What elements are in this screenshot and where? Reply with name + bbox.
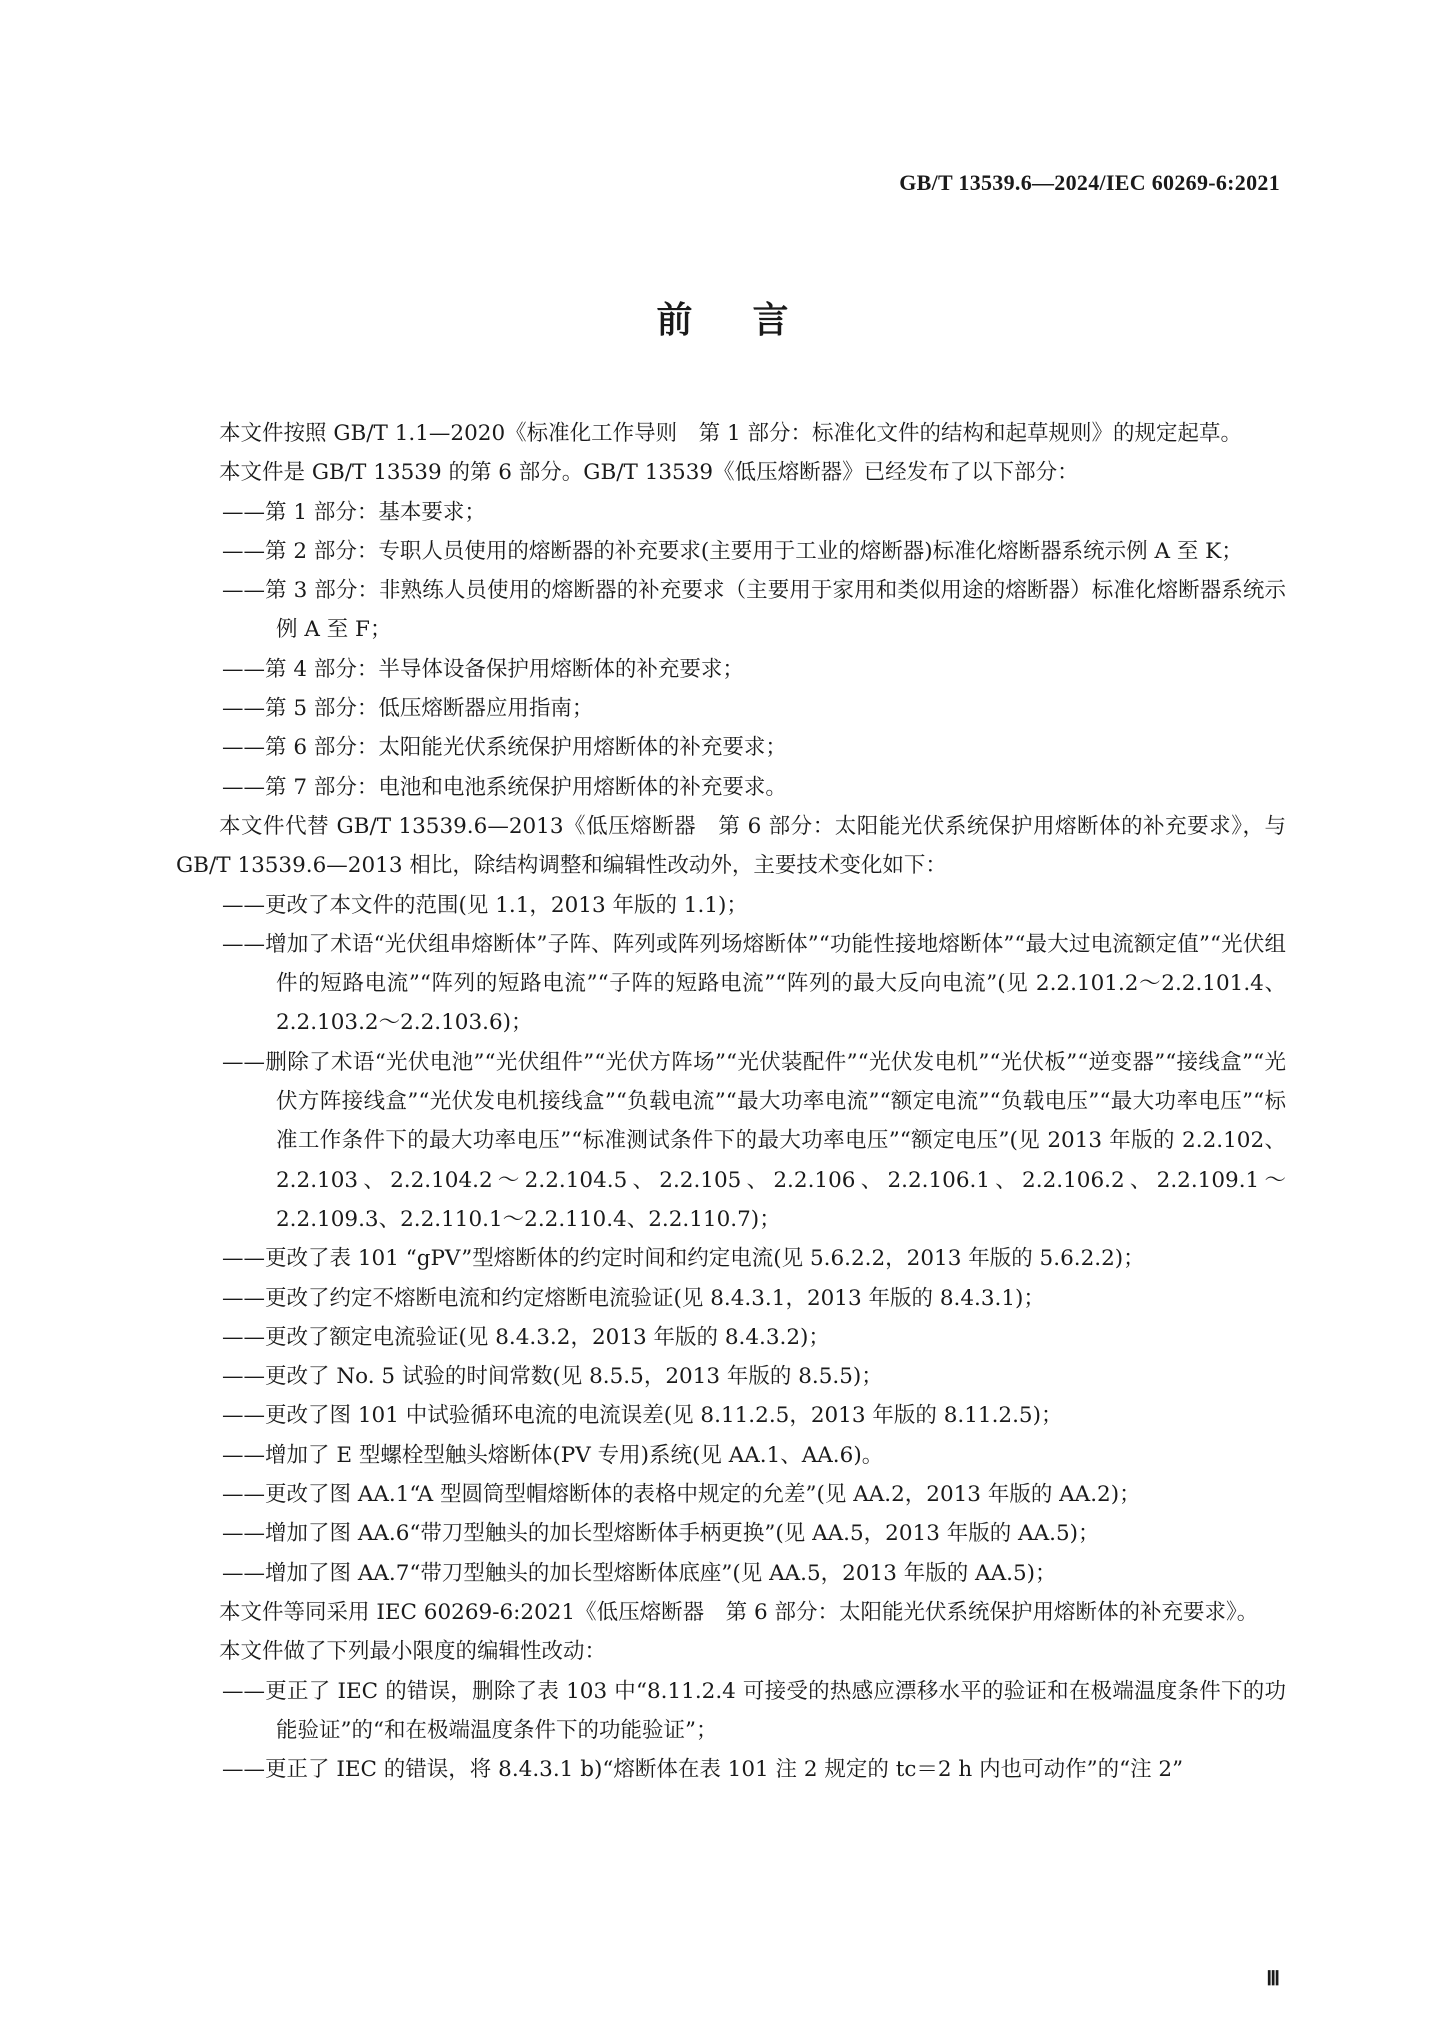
list-item: ——增加了图 AA.6“带刀型触头的加长型熔断体手柄更换”(见 AA.5，2013 年版的 AA.5)；	[222, 1521, 1100, 1547]
list-item: ——删除了术语“光伏电池”“光伏组件”“光伏方阵场”“光伏装配件”“光伏发电机”“光伏板”“逆变器”“接线盒”“光伏方阵接线盒”“光伏发电机接线盒”“负载电流”“最大功率电流”“额定电流”“负载电压”“最大功率电压”“标准工作条件下的最大功率电压”“标准测试条件下的最大功率电压”“额定电压”(见 2013 年版的 2.2.102、2.2.103、2.2.104.2～2.2.104.5、2.2.105、2.2.106、2.2.106.1、2.2.106.2、2.2.109.1～2.2.109.3、2.2.110.1～2.2.110.4、2.2.110.7)；	[222, 1049, 1286, 1232]
list-item: ——更改了约定不熔断电流和约定熔断电流验证(见 8.4.3.1，2013 年版的 8.4.3.1)；	[222, 1285, 1045, 1311]
paragraph: 本文件按照 GB/T 1.1—2020《标准化工作导则 第 1 部分：标准化文件的结构和起草规则》的规定起草。	[219, 421, 1242, 446]
list-item: ——第 2 部分：专职人员使用的熔断器的补充要求(主要用于工业的熔断器)标准化熔断器系统示例 A 至 K；	[222, 538, 1243, 564]
foreword-body	[176, 414, 1286, 1789]
paragraph: 本文件代替 GB/T 13539.6—2013《低压熔断器 第 6 部分：太阳能光伏系统保护用熔断体的补充要求》，与 GB/T 13539.6—2013 相比，除结构调整和编辑性改动外，主要技术变化如下：	[176, 813, 1286, 879]
list-item: ——第 7 部分：电池和电池系统保护用熔断体的补充要求。	[222, 774, 787, 800]
page-number: Ⅲ	[1266, 1968, 1280, 1990]
paragraph: 本文件等同采用 IEC 60269-6:2021《低压熔断器 第 6 部分：太阳能光伏系统保护用熔断体的补充要求》。	[219, 1599, 1259, 1625]
list-item: ——更改了图 AA.1“A 型圆筒型帽熔断体的表格中规定的允差”(见 AA.2，2013 年版的 AA.2)；	[222, 1482, 1141, 1508]
list-item: ——第 6 部分：太阳能光伏系统保护用熔断体的补充要求；	[222, 735, 787, 761]
list-item: ——增加了 E 型螺栓型触头熔断体(PV 专用)系统(见 AA.1、AA.6)。	[222, 1442, 884, 1468]
list-item: ——第 3 部分：非熟练人员使用的熔断器的补充要求（主要用于家用和类似用途的熔断器）标准化熔断器系统示例 A 至 F；	[222, 578, 1286, 643]
list-item: ——更改了本文件的范围(见 1.1，2013 年版的 1.1)；	[222, 892, 748, 918]
list-item: ——增加了图 AA.7“带刀型触头的加长型熔断体底座”(见 AA.5，2013 年版的 AA.5)；	[222, 1560, 1057, 1586]
paragraph: 本文件做了下列最小限度的编辑性改动：	[219, 1639, 607, 1665]
list-item: ——更改了图 101 中试验循环电流的电流误差(见 8.11.2.5，2013 年版的 8.11.2.5)；	[222, 1403, 1063, 1429]
list-item: ——更正了 IEC 的错误，删除了表 103 中“8.11.2.4 可接受的热感应漂移水平的验证和在极端温度条件下的功能验证”的“和在极端温度条件下的功能验证”；	[222, 1678, 1286, 1743]
list-item: ——第 4 部分：半导体设备保护用熔断体的补充要求；	[222, 656, 744, 682]
list-item: ——更改了 No. 5 试验的时间常数(见 8.5.5，2013 年版的 8.5.5)；	[222, 1364, 883, 1390]
page-title: 前言	[656, 299, 849, 341]
list-item: ——更改了额定电流验证(见 8.4.3.2，2013 年版的 8.4.3.2)；	[222, 1324, 830, 1350]
list-item: ——增加了术语“光伏组串熔断体”子阵、阵列或阵列场熔断体”“功能性接地熔断体”“最大过电流额定值”“光伏组件的短路电流”“阵列的短路电流”“子阵的短路电流”“阵列的最大反向电流”(见 2.2.101.2～2.2.101.4、2.2.103.2～2.2.103.6)；	[222, 931, 1286, 1036]
list-item: ——第 1 部分：基本要求；	[222, 499, 486, 525]
list-item: ——第 5 部分：低压熔断器应用指南；	[222, 696, 594, 722]
list-item: ——更改了表 101 “gPV”型熔断体的约定时间和约定电流(见 5.6.2.2，2013 年版的 5.6.2.2)；	[222, 1246, 1145, 1272]
document-code-header: GB/T 13539.6—2024/IEC 60269-6:2021	[899, 170, 1280, 195]
paragraph: 本文件是 GB/T 13539 的第 6 部分。GB/T 13539《低压熔断器》已经发布了以下部分：	[219, 460, 1079, 486]
list-item: ——更正了 IEC 的错误，将 8.4.3.1 b)“熔断体在表 101 注 2 规定的 tc＝2 h 内也可动作”的“注 2”	[222, 1757, 1184, 1783]
